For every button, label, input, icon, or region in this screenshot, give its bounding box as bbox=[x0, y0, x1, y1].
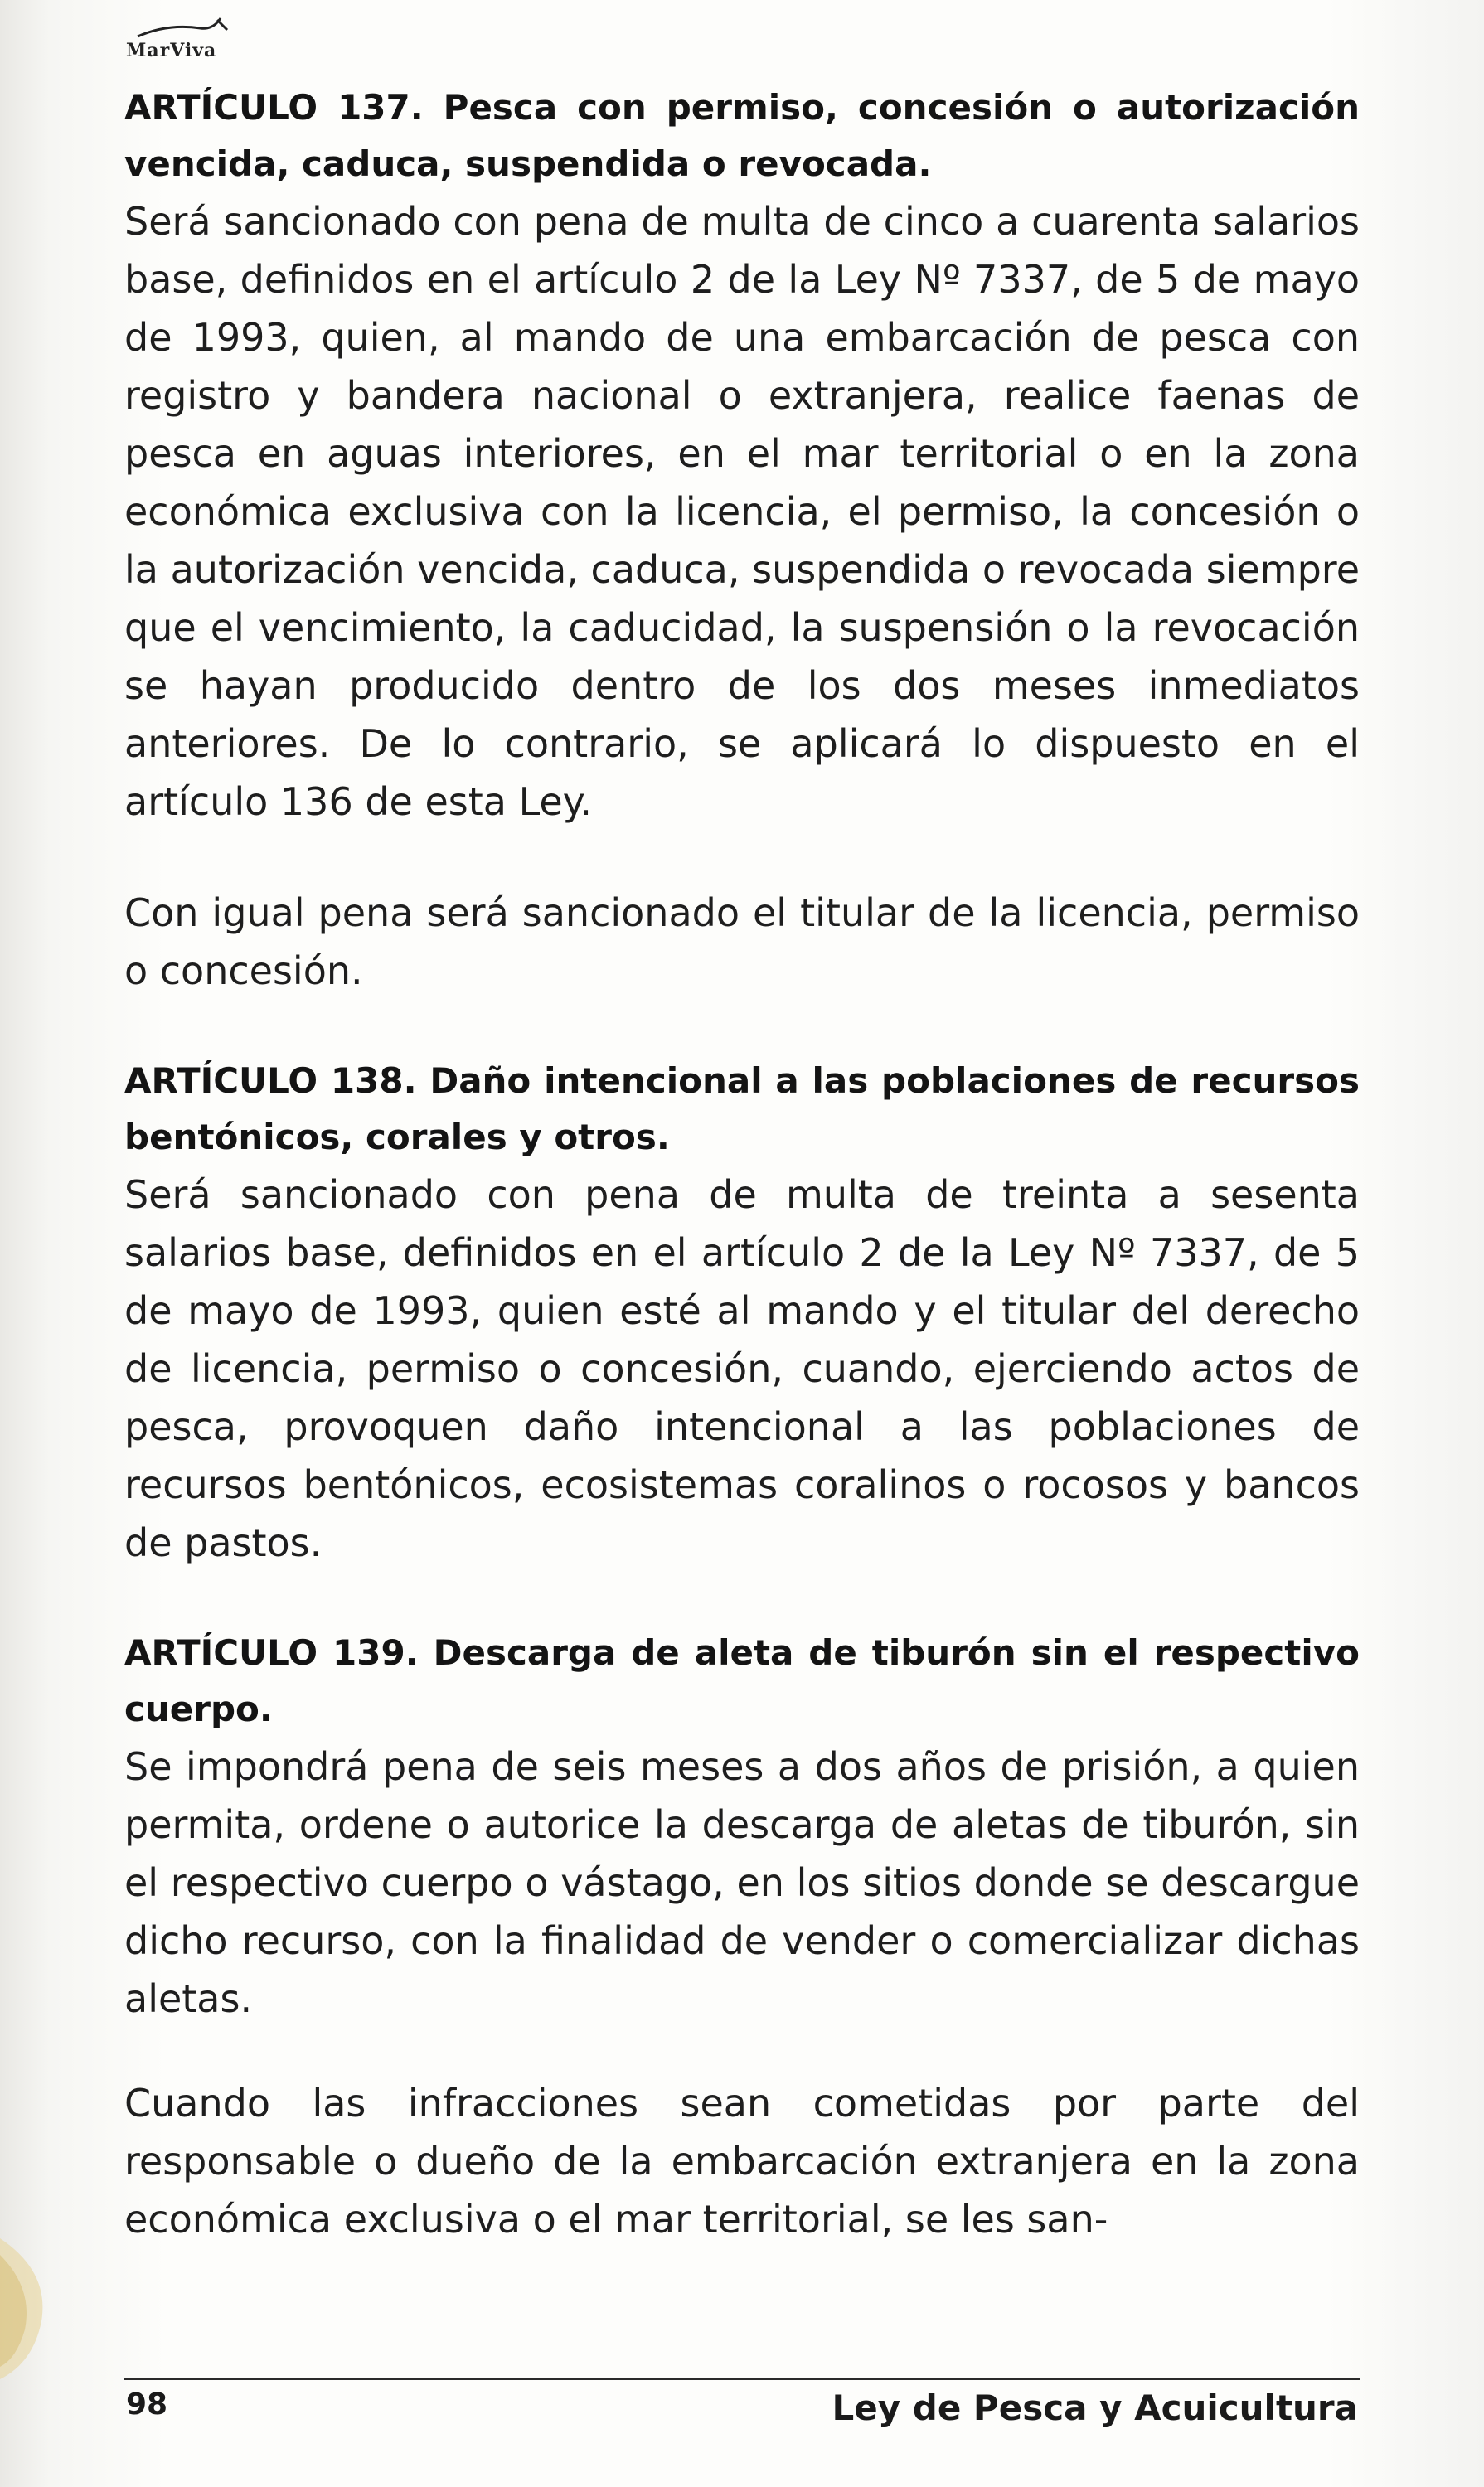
article-139 bbox=[124, 1625, 1360, 2248]
article-139-paragraph-2: Cuando las infracciones sean cometidas por parte del responsable o dueño de la embarcación extranjera en la zona económica exclusiva o el mar territorial, se les san- bbox=[124, 2081, 1360, 2242]
page-content bbox=[124, 80, 1360, 2248]
footer-rule bbox=[124, 2378, 1360, 2380]
book-title: Ley de Pesca y Acuicultura bbox=[832, 2388, 1358, 2428]
article-137-paragraph-1: Será sancionado con pena de multa de cinco a cuarenta salarios base, definidos en el artículo 2 de la Ley Nº 7337, de 5 de mayo de 1993, quien, al mando de una embarcación de pesca con registro y bandera nacional o extranjera, realice faenas de pesca en aguas interiores, en el mar territorial o en la zona económica exclusiva con la licencia, el permiso, la concesión o la autorización vencida, caduca, suspendida o revocada siempre que el vencimiento, la caducidad, la suspensión o la revocación se hayan producido dentro de los dos meses inmediatos anteriores. De lo contrario, se aplicará lo dispuesto en el artículo 136 de esta Ley. bbox=[124, 199, 1360, 824]
page-number: 98 bbox=[126, 2388, 168, 2422]
page-edge-decoration bbox=[0, 2222, 75, 2388]
article-137 bbox=[124, 80, 1360, 1000]
article-137-title: ARTÍCULO 137. Pesca con permiso, concesión o autorización vencida, caduca, suspendida o revocada. bbox=[124, 87, 1360, 184]
article-139-title: ARTÍCULO 139. Descarga de aleta de tiburón sin el respectivo cuerpo. bbox=[124, 1632, 1360, 1729]
article-138-paragraph-1: Será sancionado con pena de multa de treinta a sesenta salarios base, definidos en el artículo 2 de la Ley Nº 7337, de 5 de mayo de 1993, quien esté al mando y el titular del derecho de licencia, permiso o concesión, cuando, ejerciendo actos de pesca, provoquen daño intencional a las poblaciones de recursos bentónicos, ecosistemas coralinos o rocosos y bancos de pastos. bbox=[124, 1172, 1360, 1565]
article-138-title: ARTÍCULO 138. Daño intencional a las poblaciones de recursos bentónicos, corales y otros. bbox=[124, 1060, 1360, 1157]
publisher-logo bbox=[126, 12, 292, 61]
wave-icon bbox=[134, 12, 250, 41]
article-138 bbox=[124, 1053, 1360, 1572]
article-137-paragraph-2: Con igual pena será sancionado el titular de la licencia, permiso o concesión. bbox=[124, 890, 1360, 993]
article-139-paragraph-1: Se impondrá pena de seis meses a dos años de prisión, a quien permita, ordene o autorice la descarga de aletas de tiburón, sin el respectivo cuerpo o vástago, en los sitios donde se descargue dicho recurso, con la finalidad de vender o comercializar dichas aletas. bbox=[124, 1744, 1360, 2021]
logo-text: MarViva bbox=[126, 40, 217, 61]
